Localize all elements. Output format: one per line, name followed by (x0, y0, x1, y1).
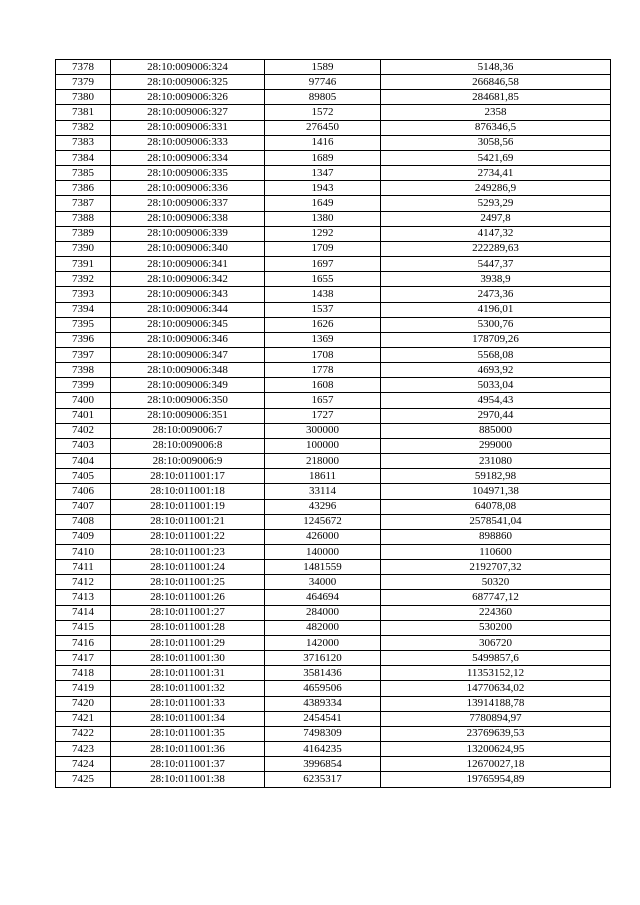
row-number-cell: 7383 (56, 135, 111, 150)
cadastral-value-cell: 4693,92 (381, 363, 611, 378)
cadastral-value-table (55, 59, 611, 788)
cadastral-number-cell: 28:10:009006:9 (111, 454, 265, 469)
cadastral-number-cell: 28:10:009006:347 (111, 347, 265, 362)
table-row (56, 514, 611, 529)
cadastral-number-cell: 28:10:009006:343 (111, 287, 265, 302)
cadastral-number-cell: 28:10:009006:341 (111, 257, 265, 272)
cadastral-value-cell: 14770634,02 (381, 681, 611, 696)
table-row (56, 560, 611, 575)
area-cell: 3996854 (265, 757, 381, 772)
cadastral-value-cell: 13914188,78 (381, 696, 611, 711)
cadastral-value-cell: 3058,56 (381, 135, 611, 150)
table-row (56, 484, 611, 499)
row-number-cell: 7412 (56, 575, 111, 590)
table-row (56, 635, 611, 650)
row-number-cell: 7392 (56, 272, 111, 287)
table-row (56, 742, 611, 757)
cadastral-number-cell: 28:10:009006:331 (111, 120, 265, 135)
cadastral-value-cell: 11353152,12 (381, 666, 611, 681)
cadastral-number-cell: 28:10:011001:19 (111, 499, 265, 514)
area-cell: 1709 (265, 241, 381, 256)
cadastral-value-cell: 4954,43 (381, 393, 611, 408)
table-row (56, 605, 611, 620)
row-number-cell: 7403 (56, 438, 111, 453)
cadastral-value-cell: 885000 (381, 423, 611, 438)
cadastral-number-cell: 28:10:011001:21 (111, 514, 265, 529)
row-number-cell: 7415 (56, 620, 111, 635)
area-cell: 1727 (265, 408, 381, 423)
row-number-cell: 7396 (56, 332, 111, 347)
row-number-cell: 7424 (56, 757, 111, 772)
cadastral-number-cell: 28:10:009006:338 (111, 211, 265, 226)
row-number-cell: 7408 (56, 514, 111, 529)
cadastral-number-cell: 28:10:009006:327 (111, 105, 265, 120)
table-row (56, 726, 611, 741)
table-row (56, 711, 611, 726)
area-cell: 34000 (265, 575, 381, 590)
cadastral-value-cell: 5033,04 (381, 378, 611, 393)
area-cell: 7498309 (265, 726, 381, 741)
cadastral-number-cell: 28:10:009006:337 (111, 196, 265, 211)
table-row (56, 529, 611, 544)
cadastral-value-cell: 19765954,89 (381, 772, 611, 787)
cadastral-number-cell: 28:10:009006:334 (111, 150, 265, 165)
cadastral-number-cell: 28:10:009006:324 (111, 60, 265, 75)
area-cell: 1245672 (265, 514, 381, 529)
table-row (56, 317, 611, 332)
row-number-cell: 7395 (56, 317, 111, 332)
row-number-cell: 7401 (56, 408, 111, 423)
cadastral-value-cell: 23769639,53 (381, 726, 611, 741)
cadastral-value-cell: 2578541,04 (381, 514, 611, 529)
table-row (56, 196, 611, 211)
table-row (56, 60, 611, 75)
area-cell: 4164235 (265, 742, 381, 757)
area-cell: 1943 (265, 181, 381, 196)
area-cell: 4659506 (265, 681, 381, 696)
table-row (56, 408, 611, 423)
cadastral-number-cell: 28:10:011001:22 (111, 529, 265, 544)
area-cell: 218000 (265, 454, 381, 469)
table-row (56, 772, 611, 787)
row-number-cell: 7397 (56, 347, 111, 362)
row-number-cell: 7387 (56, 196, 111, 211)
cadastral-value-cell: 687747,12 (381, 590, 611, 605)
cadastral-number-cell: 28:10:009006:351 (111, 408, 265, 423)
area-cell: 1481559 (265, 560, 381, 575)
table-row (56, 757, 611, 772)
row-number-cell: 7381 (56, 105, 111, 120)
row-number-cell: 7402 (56, 423, 111, 438)
row-number-cell: 7407 (56, 499, 111, 514)
area-cell: 100000 (265, 438, 381, 453)
cadastral-value-cell: 5499857,6 (381, 651, 611, 666)
table-row (56, 575, 611, 590)
row-number-cell: 7411 (56, 560, 111, 575)
cadastral-value-cell: 5447,37 (381, 257, 611, 272)
cadastral-number-cell: 28:10:011001:38 (111, 772, 265, 787)
area-cell: 3581436 (265, 666, 381, 681)
area-cell: 43296 (265, 499, 381, 514)
table-row (56, 681, 611, 696)
cadastral-value-cell: 876346,5 (381, 120, 611, 135)
table-row (56, 166, 611, 181)
cadastral-number-cell: 28:10:011001:34 (111, 711, 265, 726)
cadastral-value-cell: 13200624,95 (381, 742, 611, 757)
row-number-cell: 7380 (56, 90, 111, 105)
table-row (56, 651, 611, 666)
row-number-cell: 7386 (56, 181, 111, 196)
cadastral-number-cell: 28:10:009006:325 (111, 75, 265, 90)
row-number-cell: 7421 (56, 711, 111, 726)
cadastral-number-cell: 28:10:009006:350 (111, 393, 265, 408)
cadastral-number-cell: 28:10:011001:17 (111, 469, 265, 484)
area-cell: 1649 (265, 196, 381, 211)
row-number-cell: 7419 (56, 681, 111, 696)
row-number-cell: 7398 (56, 363, 111, 378)
area-cell: 1778 (265, 363, 381, 378)
area-cell: 97746 (265, 75, 381, 90)
cadastral-number-cell: 28:10:011001:28 (111, 620, 265, 635)
area-cell: 1438 (265, 287, 381, 302)
area-cell: 1380 (265, 211, 381, 226)
cadastral-number-cell: 28:10:011001:26 (111, 590, 265, 605)
cadastral-value-cell: 2734,41 (381, 166, 611, 181)
table-row (56, 423, 611, 438)
cadastral-number-cell: 28:10:009006:8 (111, 438, 265, 453)
row-number-cell: 7378 (56, 60, 111, 75)
area-cell: 1697 (265, 257, 381, 272)
table-row (56, 378, 611, 393)
area-cell: 4389334 (265, 696, 381, 711)
cadastral-value-cell: 104971,38 (381, 484, 611, 499)
cadastral-value-cell: 231080 (381, 454, 611, 469)
cadastral-number-cell: 28:10:011001:30 (111, 651, 265, 666)
area-cell: 1416 (265, 135, 381, 150)
table-row (56, 469, 611, 484)
cadastral-value-cell: 178709,26 (381, 332, 611, 347)
table-row (56, 287, 611, 302)
area-cell: 1708 (265, 347, 381, 362)
table-row (56, 666, 611, 681)
cadastral-number-cell: 28:10:009006:336 (111, 181, 265, 196)
table-row (56, 75, 611, 90)
row-number-cell: 7418 (56, 666, 111, 681)
cadastral-number-cell: 28:10:009006:346 (111, 332, 265, 347)
cadastral-value-cell: 110600 (381, 545, 611, 560)
cadastral-value-cell: 898860 (381, 529, 611, 544)
row-number-cell: 7423 (56, 742, 111, 757)
table-row (56, 438, 611, 453)
table-row (56, 181, 611, 196)
cadastral-number-cell: 28:10:011001:27 (111, 605, 265, 620)
cadastral-value-cell: 2473,36 (381, 287, 611, 302)
table-row (56, 332, 611, 347)
area-cell: 3716120 (265, 651, 381, 666)
cadastral-value-cell: 530200 (381, 620, 611, 635)
cadastral-value-cell: 5293,29 (381, 196, 611, 211)
row-number-cell: 7420 (56, 696, 111, 711)
cadastral-value-cell: 299000 (381, 438, 611, 453)
area-cell: 426000 (265, 529, 381, 544)
cadastral-number-cell: 28:10:011001:32 (111, 681, 265, 696)
table-row (56, 499, 611, 514)
row-number-cell: 7409 (56, 529, 111, 544)
area-cell: 284000 (265, 605, 381, 620)
cadastral-number-cell: 28:10:009006:7 (111, 423, 265, 438)
table-body (56, 60, 611, 788)
cadastral-number-cell: 28:10:011001:31 (111, 666, 265, 681)
cadastral-value-cell: 284681,85 (381, 90, 611, 105)
table-row (56, 135, 611, 150)
cadastral-number-cell: 28:10:009006:335 (111, 166, 265, 181)
cadastral-value-cell: 2358 (381, 105, 611, 120)
area-cell: 1626 (265, 317, 381, 332)
row-number-cell: 7391 (56, 257, 111, 272)
cadastral-number-cell: 28:10:009006:342 (111, 272, 265, 287)
cadastral-number-cell: 28:10:009006:333 (111, 135, 265, 150)
table-row (56, 347, 611, 362)
table-row (56, 211, 611, 226)
row-number-cell: 7384 (56, 150, 111, 165)
cadastral-number-cell: 28:10:009006:339 (111, 226, 265, 241)
table-row (56, 620, 611, 635)
row-number-cell: 7417 (56, 651, 111, 666)
table-row (56, 363, 611, 378)
row-number-cell: 7389 (56, 226, 111, 241)
cadastral-value-cell: 7780894,97 (381, 711, 611, 726)
cadastral-value-cell: 5148,36 (381, 60, 611, 75)
area-cell: 1347 (265, 166, 381, 181)
row-number-cell: 7410 (56, 545, 111, 560)
table-row (56, 226, 611, 241)
cadastral-value-cell: 4147,32 (381, 226, 611, 241)
row-number-cell: 7379 (56, 75, 111, 90)
cadastral-number-cell: 28:10:011001:35 (111, 726, 265, 741)
cadastral-number-cell: 28:10:009006:345 (111, 317, 265, 332)
cadastral-number-cell: 28:10:011001:33 (111, 696, 265, 711)
cadastral-number-cell: 28:10:011001:18 (111, 484, 265, 499)
area-cell: 33114 (265, 484, 381, 499)
cadastral-value-cell: 64078,08 (381, 499, 611, 514)
cadastral-number-cell: 28:10:009006:340 (111, 241, 265, 256)
row-number-cell: 7382 (56, 120, 111, 135)
cadastral-value-cell: 2970,44 (381, 408, 611, 423)
cadastral-value-cell: 222289,63 (381, 241, 611, 256)
row-number-cell: 7390 (56, 241, 111, 256)
cadastral-value-cell: 50320 (381, 575, 611, 590)
cadastral-number-cell: 28:10:011001:23 (111, 545, 265, 560)
cadastral-number-cell: 28:10:011001:25 (111, 575, 265, 590)
area-cell: 1369 (265, 332, 381, 347)
cadastral-number-cell: 28:10:011001:37 (111, 757, 265, 772)
row-number-cell: 7425 (56, 772, 111, 787)
cadastral-value-cell: 5568,08 (381, 347, 611, 362)
table-row (56, 393, 611, 408)
cadastral-value-cell: 306720 (381, 635, 611, 650)
table-row (56, 696, 611, 711)
table-row (56, 105, 611, 120)
cadastral-value-cell: 4196,01 (381, 302, 611, 317)
row-number-cell: 7414 (56, 605, 111, 620)
cadastral-value-cell: 249286,9 (381, 181, 611, 196)
row-number-cell: 7405 (56, 469, 111, 484)
row-number-cell: 7399 (56, 378, 111, 393)
area-cell: 1589 (265, 60, 381, 75)
row-number-cell: 7416 (56, 635, 111, 650)
cadastral-number-cell: 28:10:009006:349 (111, 378, 265, 393)
cadastral-number-cell: 28:10:009006:348 (111, 363, 265, 378)
table-row (56, 257, 611, 272)
area-cell: 1572 (265, 105, 381, 120)
cadastral-number-cell: 28:10:009006:344 (111, 302, 265, 317)
row-number-cell: 7400 (56, 393, 111, 408)
cadastral-value-cell: 224360 (381, 605, 611, 620)
area-cell: 1655 (265, 272, 381, 287)
cadastral-number-cell: 28:10:011001:29 (111, 635, 265, 650)
cadastral-value-cell: 12670027,18 (381, 757, 611, 772)
row-number-cell: 7385 (56, 166, 111, 181)
table-row (56, 545, 611, 560)
cadastral-value-cell: 266846,58 (381, 75, 611, 90)
cadastral-value-cell: 5300,76 (381, 317, 611, 332)
cadastral-value-cell: 2192707,32 (381, 560, 611, 575)
table-row (56, 454, 611, 469)
row-number-cell: 7388 (56, 211, 111, 226)
area-cell: 2454541 (265, 711, 381, 726)
cadastral-number-cell: 28:10:009006:326 (111, 90, 265, 105)
area-cell: 140000 (265, 545, 381, 560)
area-cell: 6235317 (265, 772, 381, 787)
area-cell: 1292 (265, 226, 381, 241)
area-cell: 18611 (265, 469, 381, 484)
row-number-cell: 7394 (56, 302, 111, 317)
area-cell: 1657 (265, 393, 381, 408)
area-cell: 142000 (265, 635, 381, 650)
area-cell: 464694 (265, 590, 381, 605)
cadastral-value-cell: 59182,98 (381, 469, 611, 484)
area-cell: 1537 (265, 302, 381, 317)
area-cell: 276450 (265, 120, 381, 135)
cadastral-number-cell: 28:10:011001:24 (111, 560, 265, 575)
cadastral-value-cell: 3938,9 (381, 272, 611, 287)
area-cell: 1689 (265, 150, 381, 165)
row-number-cell: 7393 (56, 287, 111, 302)
area-cell: 89805 (265, 90, 381, 105)
area-cell: 300000 (265, 423, 381, 438)
table-row (56, 590, 611, 605)
table-row (56, 150, 611, 165)
row-number-cell: 7422 (56, 726, 111, 741)
row-number-cell: 7404 (56, 454, 111, 469)
row-number-cell: 7406 (56, 484, 111, 499)
row-number-cell: 7413 (56, 590, 111, 605)
table-row (56, 120, 611, 135)
cadastral-number-cell: 28:10:011001:36 (111, 742, 265, 757)
area-cell: 482000 (265, 620, 381, 635)
table-row (56, 90, 611, 105)
table-row (56, 302, 611, 317)
table-row (56, 241, 611, 256)
area-cell: 1608 (265, 378, 381, 393)
cadastral-value-cell: 5421,69 (381, 150, 611, 165)
table-row (56, 272, 611, 287)
cadastral-value-cell: 2497,8 (381, 211, 611, 226)
